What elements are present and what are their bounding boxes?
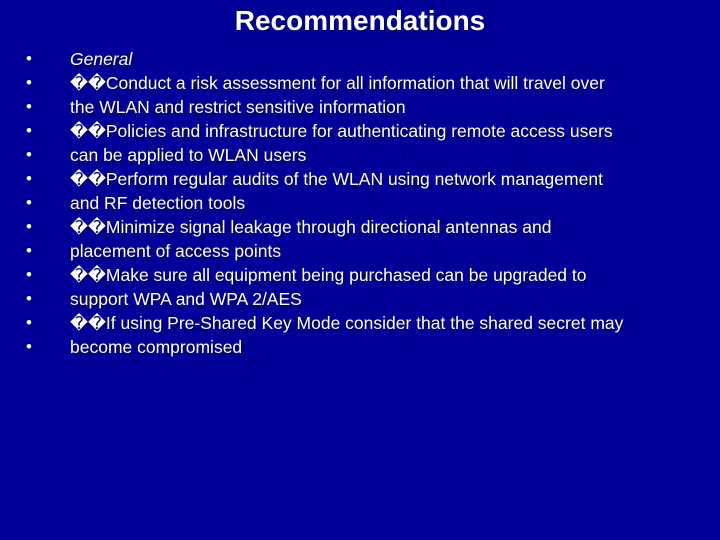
list-item-text: General	[70, 49, 133, 69]
bullet-icon: •	[26, 49, 32, 68]
list-item-text: ��Policies and infrastructure for authenticating remote access users	[70, 121, 613, 141]
bullet-icon: •	[26, 97, 32, 116]
bullet-icon: •	[26, 313, 32, 332]
list-item-text: ��Minimize signal leakage through directional antennas and	[70, 217, 552, 237]
bullet-icon: •	[26, 145, 32, 164]
bullet-icon: •	[26, 73, 32, 92]
list-item-text: ��Perform regular audits of the WLAN using network management	[70, 169, 603, 189]
bullet-icon: •	[26, 289, 32, 308]
list-item-text: become compromised	[70, 337, 243, 357]
list-item-text: support WPA and WPA 2/AES	[70, 289, 302, 309]
bullet-icon: •	[26, 169, 32, 188]
bullet-icon: •	[26, 241, 32, 260]
list-item-text: can be applied to WLAN users	[70, 145, 307, 165]
list-item-text: placement of access points	[70, 241, 282, 261]
list-item-text: ��If using Pre-Shared Key Mode consider that the shared secret may	[70, 313, 624, 333]
bullet-icon: •	[26, 265, 32, 284]
list-item-text: ��Conduct a risk assessment for all information that will travel over	[70, 73, 605, 93]
bullet-icon: •	[26, 121, 32, 140]
bullet-icon: •	[26, 337, 32, 356]
list-item-text: the WLAN and restrict sensitive information	[70, 97, 406, 117]
list-item-text: and RF detection tools	[70, 193, 246, 213]
list-item-text: ��Make sure all equipment being purchased can be upgraded to	[70, 265, 587, 285]
bullet-icon: •	[26, 193, 32, 212]
bullet-icon: •	[26, 217, 32, 236]
slide-title: Recommendations	[234, 5, 486, 36]
